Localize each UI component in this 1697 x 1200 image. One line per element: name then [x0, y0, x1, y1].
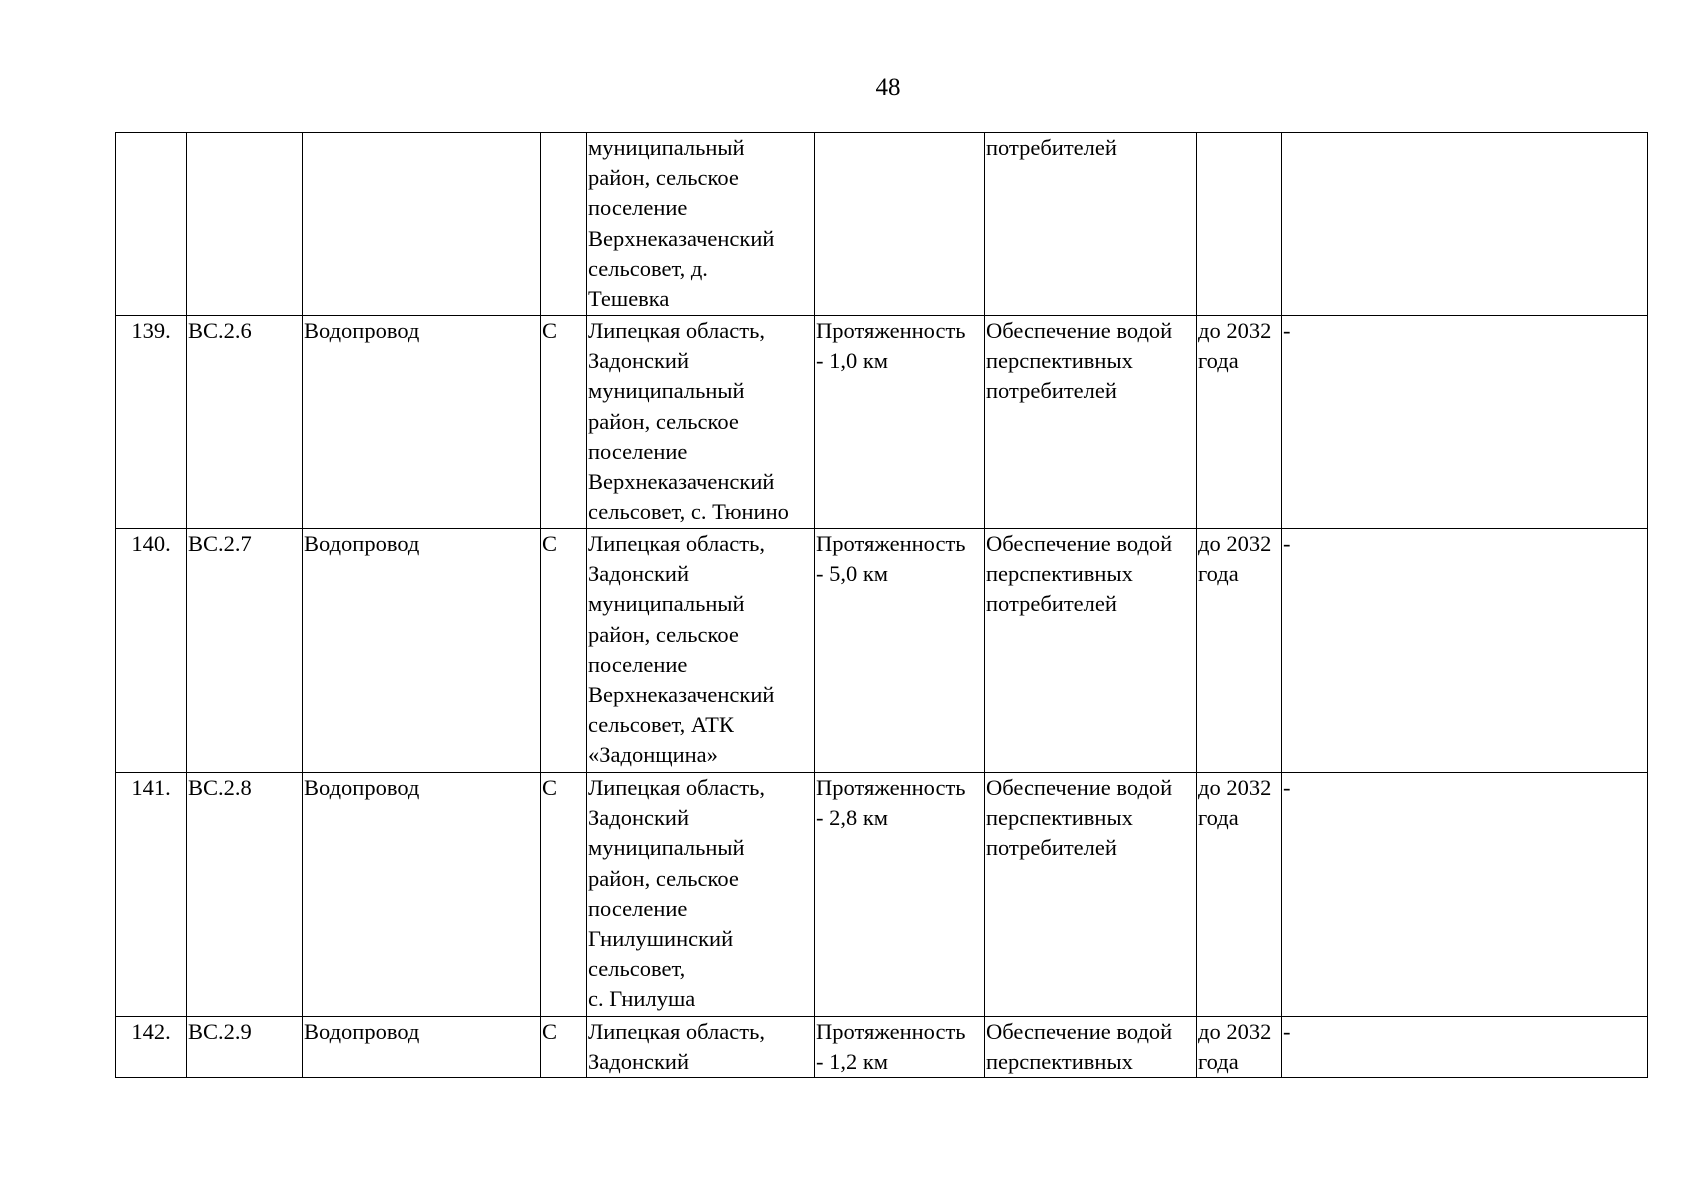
row-number-cell [116, 133, 187, 316]
term-cell [1197, 133, 1282, 316]
table-body [116, 133, 1648, 1078]
characteristic-cell [815, 529, 985, 773]
characteristic-cell [815, 773, 985, 1017]
characteristic-cell [815, 133, 985, 316]
purpose-line: перспективных [986, 805, 1133, 831]
purpose-line: перспективных [986, 1049, 1133, 1075]
purpose-line: перспективных [986, 561, 1133, 587]
location-line: район, сельское [588, 621, 739, 647]
note-cell: - [1282, 1017, 1648, 1078]
term-line: года [1198, 348, 1239, 374]
table-row [116, 133, 1648, 316]
characteristic-line: Протяженность [816, 318, 966, 343]
location-line: район, сельское [588, 865, 739, 891]
location-line: Верхнеказаченский [588, 682, 775, 708]
location-line: Липецкая область, [588, 775, 765, 800]
characteristic-line: - 2,8 км [816, 805, 889, 831]
status-cell: С [541, 316, 587, 529]
purpose-cell [985, 316, 1197, 529]
object-code-cell: ВС.2.8 [187, 773, 303, 1017]
location-cell [587, 133, 815, 316]
location-cell [587, 529, 815, 773]
note-cell: - [1282, 316, 1648, 529]
purpose-cell [985, 773, 1197, 1017]
location-line: муниципальный [588, 591, 745, 617]
location-line: сельсовет, [588, 956, 686, 982]
object-name-cell: Водопровод [303, 316, 541, 529]
location-line: сельсовет, д. [588, 255, 708, 281]
location-cell [587, 1017, 815, 1078]
term-cell [1197, 316, 1282, 529]
location-line: сельсовет, с. Тюнино [588, 499, 789, 525]
object-name-cell: Водопровод [303, 529, 541, 773]
purpose-line: Обеспечение водой [986, 318, 1173, 343]
location-cell [587, 316, 815, 529]
table-row [116, 1017, 1648, 1078]
location-line: Задонский [588, 805, 689, 831]
characteristic-cell [815, 1017, 985, 1078]
location-line: Задонский [588, 1049, 689, 1075]
table-row [116, 529, 1648, 773]
facilities-table [115, 132, 1648, 1078]
location-line: Липецкая область, [588, 1019, 765, 1044]
object-code-cell: ВС.2.9 [187, 1017, 303, 1078]
purpose-line: Обеспечение водой [986, 775, 1173, 800]
term-line: года [1198, 1049, 1239, 1075]
purpose-cell [985, 529, 1197, 773]
location-line: Задонский [588, 348, 689, 374]
note-cell: - [1282, 529, 1648, 773]
location-line: Верхнеказаченский [588, 225, 775, 251]
term-line: до 2032 [1198, 1019, 1272, 1044]
location-line: район, сельское [588, 165, 739, 191]
term-line: до 2032 [1198, 531, 1272, 556]
purpose-line: перспективных [986, 348, 1133, 374]
purpose-line: потребителей [986, 135, 1117, 160]
status-cell [541, 133, 587, 316]
term-cell [1197, 1017, 1282, 1078]
location-line: поселение [588, 651, 688, 677]
page-number: 48 [875, 74, 901, 101]
purpose-line: потребителей [986, 378, 1117, 404]
term-line: года [1198, 805, 1239, 831]
note-cell: - [1282, 773, 1648, 1017]
row-number-cell: 142. [116, 1017, 187, 1078]
characteristic-line: - 1,2 км [816, 1049, 889, 1075]
purpose-cell [985, 1017, 1197, 1078]
term-line: до 2032 [1198, 775, 1272, 800]
location-line: Задонский [588, 561, 689, 587]
location-line: поселение [588, 438, 688, 464]
characteristic-line: Протяженность [816, 1019, 966, 1044]
location-line: муниципальный [588, 378, 745, 404]
purpose-line: Обеспечение водой [986, 531, 1173, 556]
row-number-cell: 141. [116, 773, 187, 1017]
location-line: сельсовет, АТК [588, 712, 734, 738]
location-line: Верхнеказаченский [588, 469, 775, 495]
characteristic-line: - 1,0 км [816, 348, 889, 374]
status-cell: С [541, 773, 587, 1017]
note-cell [1282, 133, 1648, 316]
object-name-cell: Водопровод [303, 773, 541, 1017]
table-row [116, 773, 1648, 1017]
purpose-cell [985, 133, 1197, 316]
term-cell [1197, 529, 1282, 773]
object-code-cell [187, 133, 303, 316]
location-line: «Задонщина» [588, 742, 718, 768]
row-number-cell: 139. [116, 316, 187, 529]
term-line: года [1198, 561, 1239, 587]
location-line: Липецкая область, [588, 531, 765, 556]
purpose-line: потребителей [986, 591, 1117, 617]
characteristic-line: - 5,0 км [816, 561, 889, 587]
object-code-cell: ВС.2.6 [187, 316, 303, 529]
object-code-cell: ВС.2.7 [187, 529, 303, 773]
object-name-cell: Водопровод [303, 1017, 541, 1078]
location-line: Липецкая область, [588, 318, 765, 343]
location-line: муниципальный [588, 135, 745, 160]
characteristic-line: Протяженность [816, 531, 966, 556]
purpose-line: потребителей [986, 835, 1117, 861]
location-line: Гнилушинский [588, 926, 734, 952]
status-cell: С [541, 529, 587, 773]
location-line: с. Гнилуша [588, 986, 696, 1012]
location-line: Тешевка [588, 286, 670, 312]
term-cell [1197, 773, 1282, 1017]
location-line: район, сельское [588, 408, 739, 434]
characteristic-line: Протяженность [816, 775, 966, 800]
status-cell: С [541, 1017, 587, 1078]
location-cell [587, 773, 815, 1017]
term-line: до 2032 [1198, 318, 1272, 343]
purpose-line: Обеспечение водой [986, 1019, 1173, 1044]
row-number-cell: 140. [116, 529, 187, 773]
table-row [116, 316, 1648, 529]
location-line: поселение [588, 195, 688, 221]
characteristic-cell [815, 316, 985, 529]
object-name-cell [303, 133, 541, 316]
location-line: поселение [588, 895, 688, 921]
location-line: муниципальный [588, 835, 745, 861]
